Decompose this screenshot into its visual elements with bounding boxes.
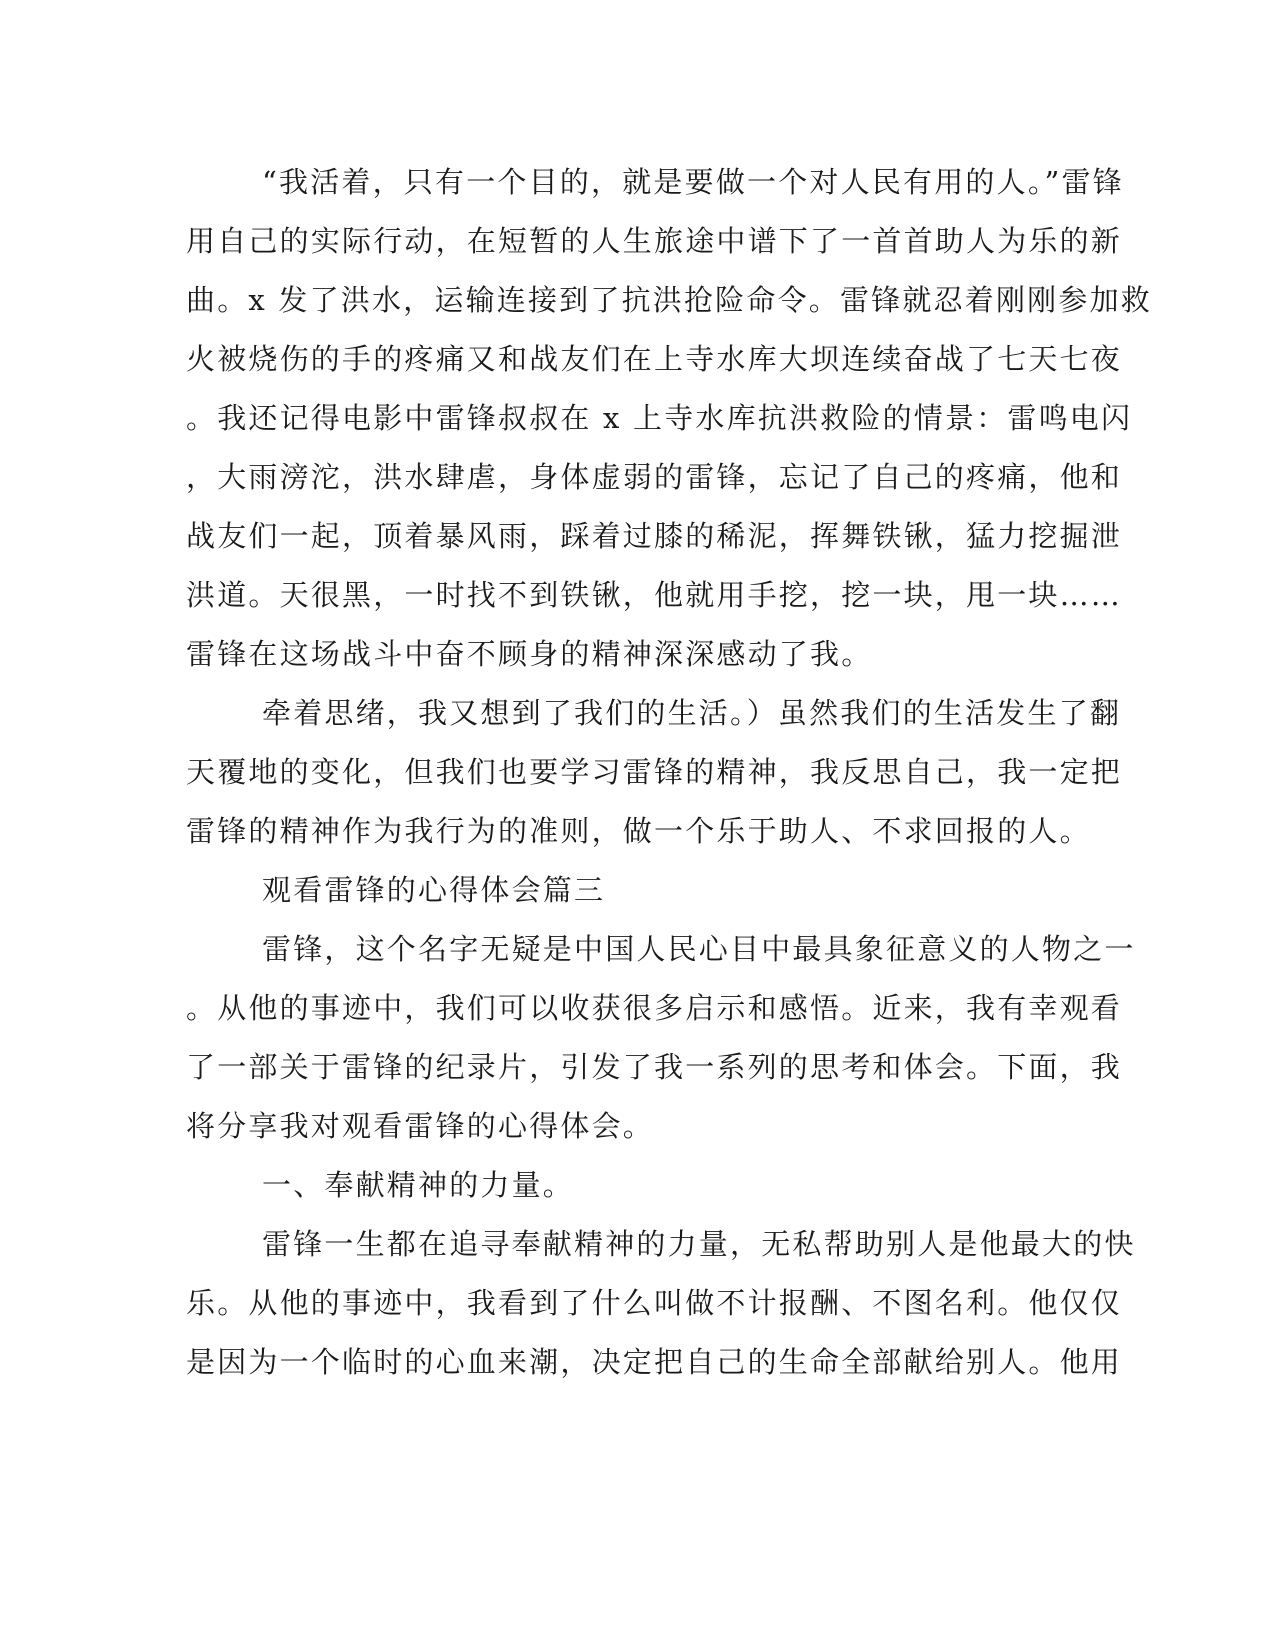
text-line: 用自己的实际行动，在短暂的人生旅途中谱下了一首首助人为乐的新 bbox=[186, 224, 1123, 258]
text-line: 洪道。天很黑，一时找不到铁锹，他就用手挖，挖一块，甩一块…… bbox=[186, 578, 1123, 612]
text-line: 是因为一个临时的心血来潮，决定把自己的生命全部献给别人。他用 bbox=[186, 1345, 1123, 1379]
section-heading: 观看雷锋的心得体会篇三 bbox=[262, 873, 606, 907]
text-line: 。从他的事迹中，我们可以收获很多启示和感悟。近来，我有幸观看 bbox=[186, 991, 1123, 1025]
text-line: 火被烧伤的手的疼痛又和战友们在上寺水库大坝连续奋战了七天七夜 bbox=[186, 342, 1123, 376]
text-line: 牵着思绪，我又想到了我们的生活。）虽然我们的生活发生了翻 bbox=[262, 696, 1122, 730]
text-line: 雷锋在这场战斗中奋不顾身的精神深深感动了我。 bbox=[186, 637, 873, 671]
text-line: 曲。x 发了洪水，运输连接到了抗洪抢险命令。雷锋就忍着刚刚参加救 bbox=[186, 283, 1152, 317]
subheading: 一、奉献精神的力量。 bbox=[262, 1168, 575, 1202]
text-line: 雷锋，这个名字无疑是中国人民心目中最具象征意义的人物之一 bbox=[262, 932, 1136, 966]
text-line: 雷锋的精神作为我行为的准则，做一个乐于助人、不求回报的人。 bbox=[186, 814, 1091, 848]
text-line: 。我还记得电影中雷锋叔叔在 x 上寺水库抗洪救险的情景：雷鸣电闪 bbox=[186, 401, 1133, 435]
text-line: 雷锋一生都在追寻奉献精神的力量，无私帮助别人是他最大的快 bbox=[262, 1227, 1136, 1261]
text-line: 战友们一起，顶着暴风雨，踩着过膝的稀泥，挥舞铁锹，猛力挖掘泄 bbox=[186, 519, 1123, 553]
text-line: 乐。从他的事迹中，我看到了什么叫做不计报酬、不图名利。他仅仅 bbox=[186, 1286, 1123, 1320]
text-line: 了一部关于雷锋的纪录片，引发了我一系列的思考和体会。下面，我 bbox=[186, 1050, 1123, 1084]
text-line: ，大雨滂沱，洪水肆虐，身体虚弱的雷锋，忘记了自己的疼痛，他和 bbox=[186, 460, 1123, 494]
text-line: 天覆地的变化，但我们也要学习雷锋的精神，我反思自己，我一定把 bbox=[186, 755, 1123, 789]
text-line: “我活着，只有一个目的，就是要做一个对人民有用的人。”雷锋 bbox=[262, 165, 1124, 199]
text-line: 将分享我对观看雷锋的心得体会。 bbox=[186, 1109, 655, 1143]
